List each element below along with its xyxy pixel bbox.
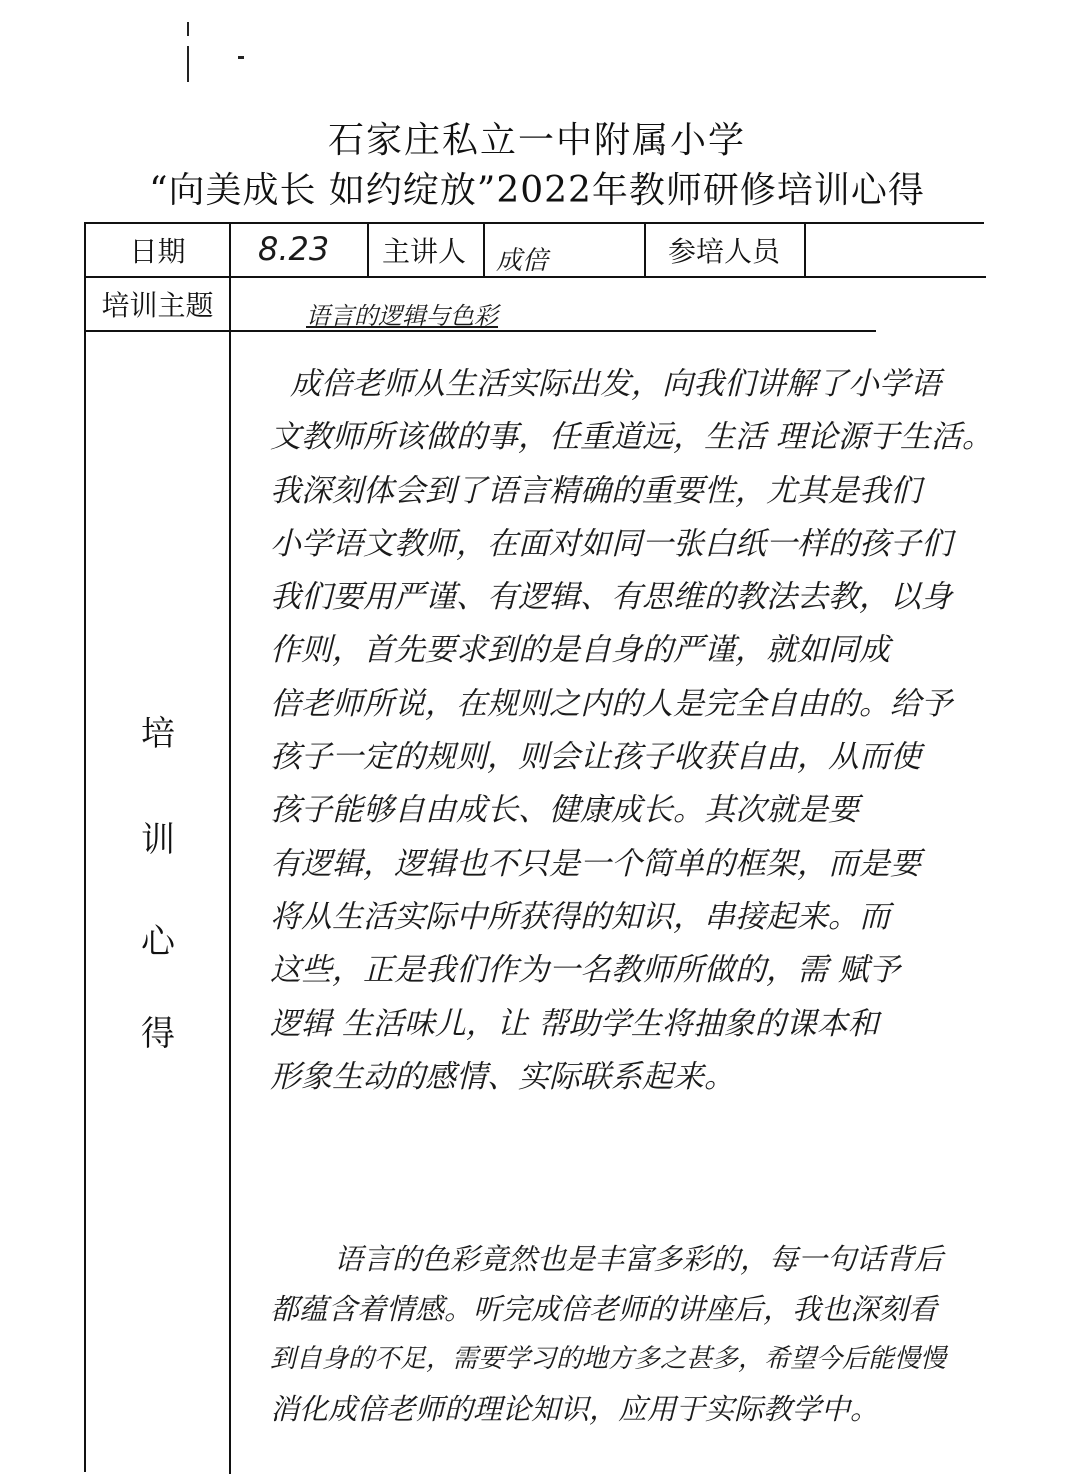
row-divider [86, 330, 876, 332]
reflection-line: 孩子一定的规则，则会让孩子收获自由，从而使 [270, 739, 921, 776]
reflection-line: 成倍老师从生活实际出发，向我们讲解了小学语 [290, 366, 941, 402]
reflection-label-char-2: 训 [141, 820, 175, 860]
reflection-line: 倍老师所说，在规则之内的人是完全自由的。给予 [270, 685, 952, 722]
date-label: 日期 [129, 235, 186, 268]
scan-mark-top [238, 56, 244, 59]
reflection-line: 我深刻体会到了语言精确的重要性，尤其是我们 [270, 472, 921, 509]
participants-label: 参培人员 [667, 235, 780, 268]
reflection-line: 逻辑 生活味儿，让 帮助学生将抽象的课本和 [270, 1005, 879, 1042]
column-divider [804, 224, 806, 276]
scan-mark-top [187, 46, 189, 82]
speaker-label: 主讲人 [381, 235, 466, 268]
reflection-line: 有逻辑，逻辑也不只是一个简单的框架，而是要 [270, 845, 921, 882]
reflection-line: 小学语文教师，在面对如同一张白纸一样的孩子们 [270, 525, 952, 562]
reflection-line: 形象生动的感情、实际联系起来。 [270, 1058, 735, 1095]
column-divider [367, 224, 369, 276]
document-title: “向美成长 如约绽放”2022年教师研修培训心得 [149, 170, 925, 211]
reflection-line: 这些，正是我们作为一名教师所做的，需 赋予 [270, 952, 900, 989]
reflection-line: 将从生活实际中所获得的知识，串接起来。而 [270, 898, 890, 935]
reflection-paragraph-1 [270, 358, 993, 1104]
reflection-line: 到自身的不足，需要学习的地方多之甚多，希望今后能慢慢 [270, 1344, 947, 1374]
topic-value: 语言的逻辑与色彩 [306, 302, 498, 330]
speaker-value: 成倍 [496, 246, 549, 276]
scan-mark-top [187, 22, 189, 36]
reflection-line: 语言的色彩竟然也是丰富多彩的，每一句话背后 [334, 1242, 944, 1276]
reflection-label-char-4: 得 [141, 1014, 175, 1054]
reflection-label-char-1: 培 [141, 714, 175, 754]
reflection-line: 孩子能够自由成长、健康成长。其次就是要 [270, 792, 859, 829]
reflection-line: 作则，首先要求到的是自身的严谨，就如同成 [270, 632, 890, 669]
reflection-line: 文教师所该做的事，任重道远，生活 理论源于生活。 [270, 419, 993, 456]
reflection-label-char-3: 心 [141, 922, 175, 962]
column-divider [644, 224, 646, 276]
row-divider [86, 276, 986, 278]
reflection-line: 消化成倍老师的理论知识，应用于实际教学中。 [270, 1392, 880, 1426]
date-value: 8.23 [258, 230, 330, 268]
reflection-line: 都蕴含着情感。听完成倍老师的讲座后，我也深刻看 [270, 1292, 938, 1326]
column-divider [483, 224, 485, 276]
reflection-paragraph-2 [270, 1234, 980, 1434]
school-name: 石家庄私立一中附属小学 [327, 120, 746, 161]
participants-value [806, 232, 976, 276]
reflection-line: 我们要用严谨、有逻辑、有思维的教法去教，以身 [270, 579, 952, 616]
topic-label: 培训主题 [101, 289, 214, 322]
